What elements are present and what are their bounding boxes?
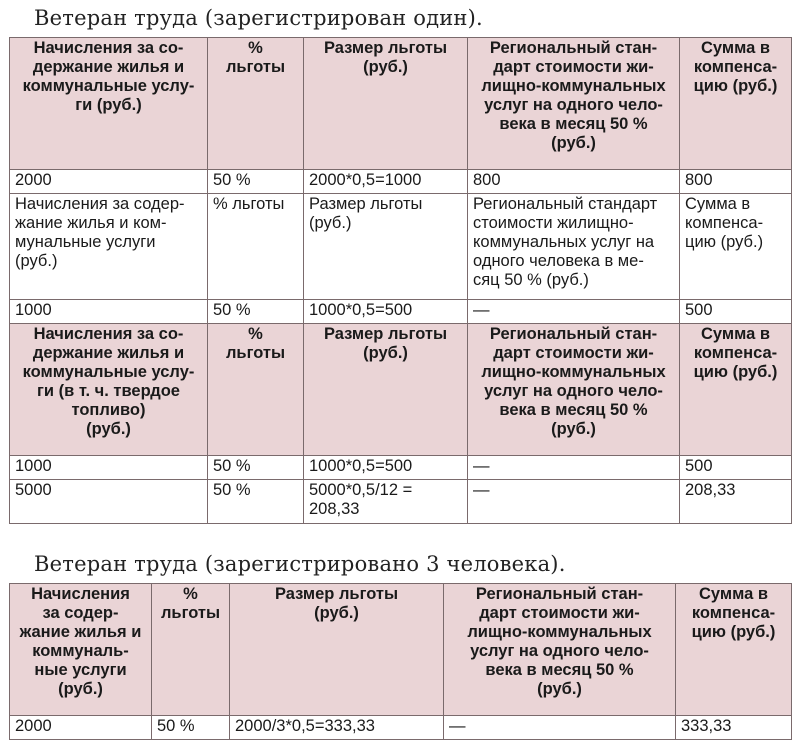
header-compensation: Сумма в компенса- цию (руб.) (680, 38, 792, 170)
header-regional-standard: Региональный стан- дарт стоимости жи- лищно-коммунальных услуг на одного чело- века в месяц 50 % (руб.) (444, 584, 676, 716)
table-row (10, 716, 792, 740)
header-regional-standard: Региональный стан- дарт стоимости жи- лищно-коммунальных услуг на одного чело- века в месяц 50 % (руб.) (468, 38, 680, 170)
table-row-header (10, 584, 792, 716)
table-cell: 50 % (208, 300, 304, 324)
table-cell: 333,33 (676, 716, 792, 740)
table-cell: 2000/3*0,5=333,33 (230, 716, 444, 740)
table-cell: 500 (680, 300, 792, 324)
subheader-compensation: Сумма в компенса- цию (руб.) (680, 194, 792, 300)
table-cell: 2000 (10, 170, 208, 194)
table-row (10, 300, 792, 324)
benefit-table-three (9, 583, 792, 740)
header-benefit-size: Размер льготы (руб.) (230, 584, 444, 716)
table-cell: 2000 (10, 716, 152, 740)
table-cell: — (468, 480, 680, 524)
subheader-percent: % льготы (208, 194, 304, 300)
table-cell: 1000*0,5=500 (304, 456, 468, 480)
table-cell: 50 % (208, 456, 304, 480)
table-cell: 500 (680, 456, 792, 480)
caption-veteran-single: Ветеран труда (зарегистрирован один). (34, 6, 483, 30)
header-regional-standard: Региональный стан- дарт стоимости жи- лищно-коммунальных услуг на одного чело- века в месяц 50 % (руб.) (468, 324, 680, 456)
table-cell: 800 (468, 170, 680, 194)
header-percent: % льготы (208, 38, 304, 170)
table-cell: 50 % (152, 716, 230, 740)
header-benefit-size: Размер льготы (руб.) (304, 324, 468, 456)
subheader-charges: Начисления за содер- жание жилья и ком- мунальные услуги (руб.) (10, 194, 208, 300)
header-compensation: Сумма в компенса- цию (руб.) (676, 584, 792, 716)
table-cell: 5000*0,5/12 = 208,33 (304, 480, 468, 524)
table-cell: 1000 (10, 456, 208, 480)
table-cell: 2000*0,5=1000 (304, 170, 468, 194)
table-row (10, 456, 792, 480)
header-charges: Начисления за со- держание жилья и коммунальные услу- ги (в т. ч. твердое топливо) (руб.) (10, 324, 208, 456)
table-row (10, 170, 792, 194)
table-row (10, 480, 792, 524)
table-cell: — (444, 716, 676, 740)
header-percent: % льготы (152, 584, 230, 716)
table-cell: 800 (680, 170, 792, 194)
table-row-header (10, 38, 792, 170)
table-cell: 1000*0,5=500 (304, 300, 468, 324)
table-cell: 1000 (10, 300, 208, 324)
table-cell: 50 % (208, 170, 304, 194)
table-cell: 5000 (10, 480, 208, 524)
table-cell: 208,33 (680, 480, 792, 524)
subheader-benefit-size: Размер льготы (руб.) (304, 194, 468, 300)
table-cell: 50 % (208, 480, 304, 524)
table-cell: — (468, 456, 680, 480)
subheader-regional-standard: Региональный стандарт стоимости жилищно- коммунальных услуг на одного человека в ме- сяц 50 % (руб.) (468, 194, 680, 300)
header-percent: % льготы (208, 324, 304, 456)
header-charges: Начисления за со- держание жилья и коммунальные услу- ги (руб.) (10, 38, 208, 170)
table-row-subheader (10, 194, 792, 300)
caption-veteran-three: Ветеран труда (зарегистрировано 3 человека). (34, 552, 566, 576)
header-charges: Начисления за содер- жание жилья и коммуналь- ные услуги (руб.) (10, 584, 152, 716)
benefit-table-single (9, 37, 792, 524)
table-cell: — (468, 300, 680, 324)
header-compensation: Сумма в компенса- цию (руб.) (680, 324, 792, 456)
table-row-header (10, 324, 792, 456)
header-benefit-size: Размер льготы (руб.) (304, 38, 468, 170)
